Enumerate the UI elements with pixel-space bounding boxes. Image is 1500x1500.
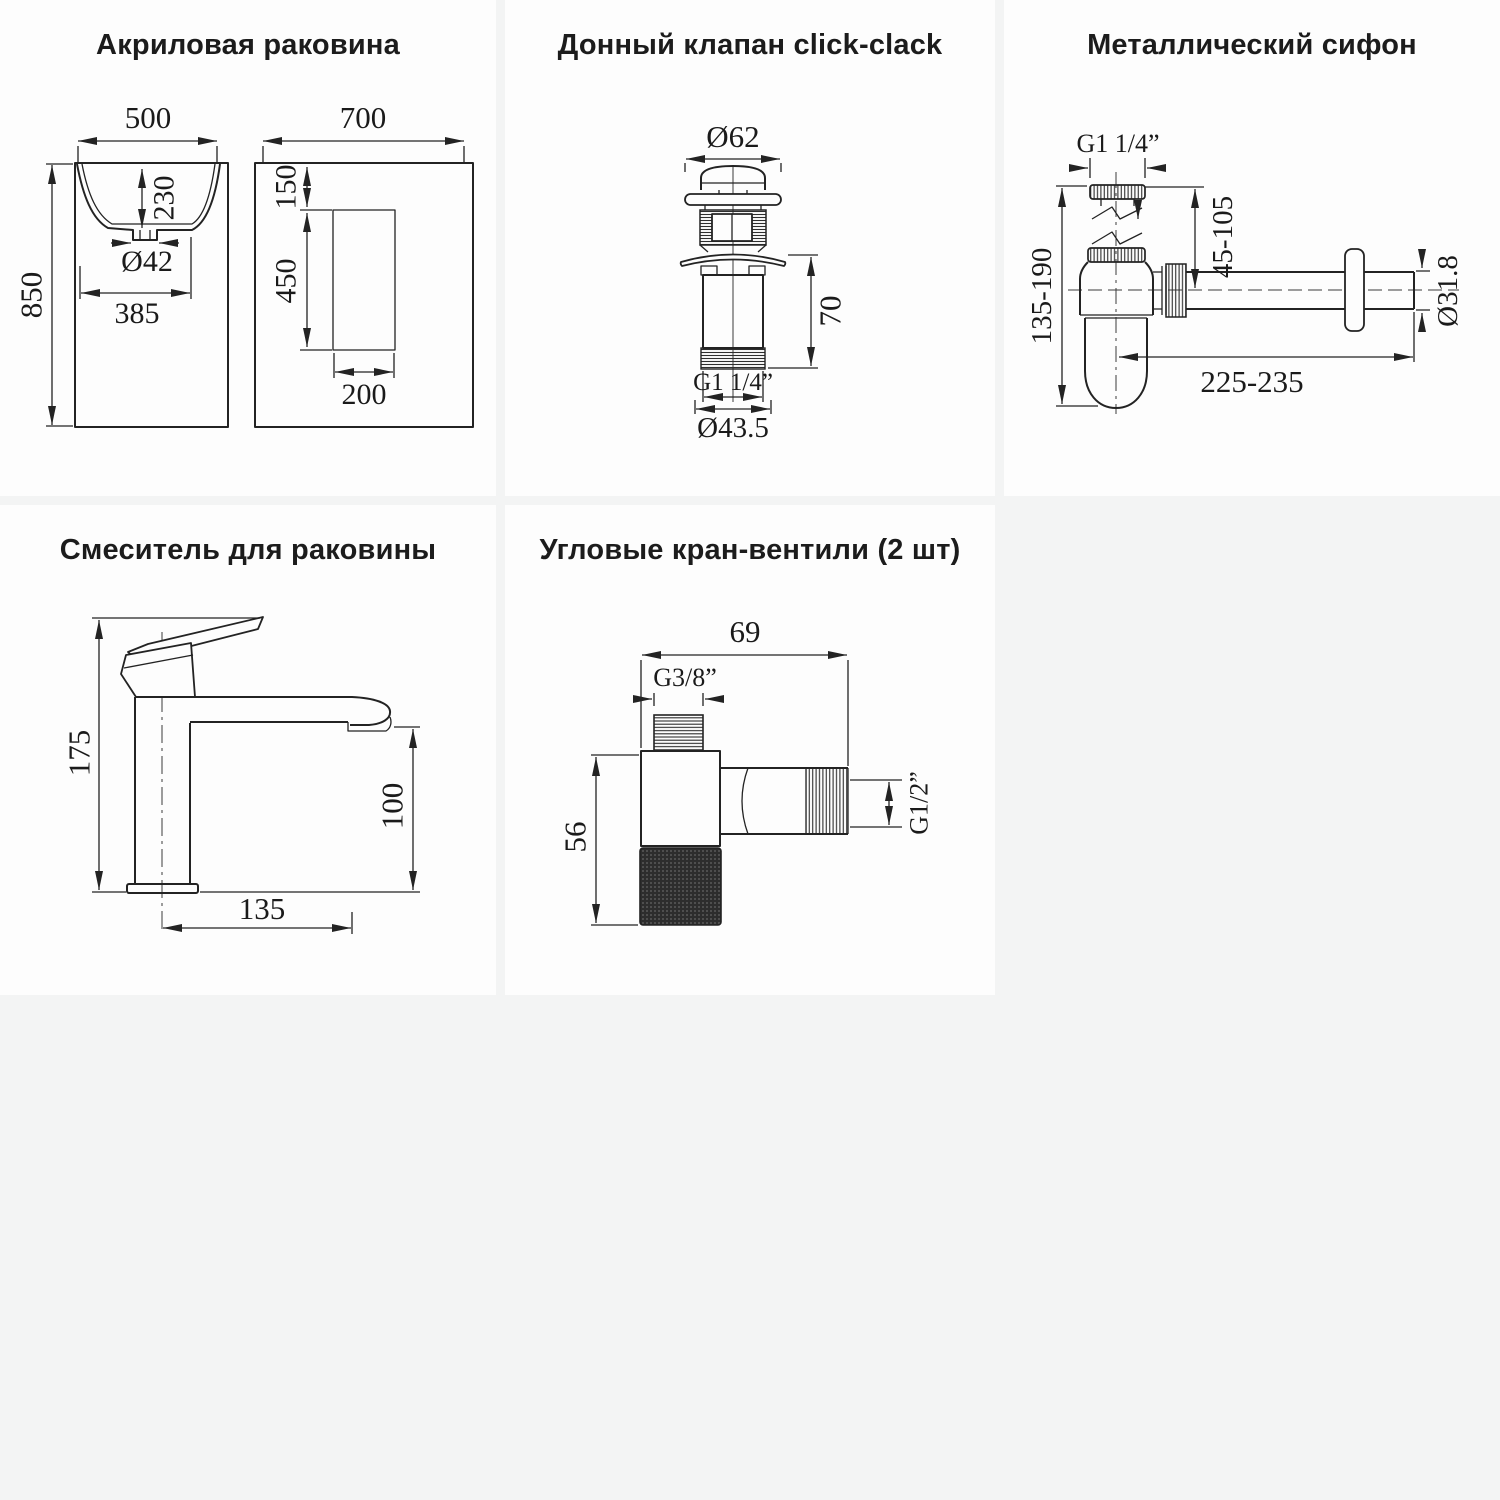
panel-valve-title: Донный клапан click-clack <box>557 29 943 61</box>
panel-angle-valve <box>505 505 995 995</box>
sink-recess <box>333 210 395 350</box>
dim-sink-drain: Ø42 <box>121 245 173 278</box>
dim-angle-outlet-thread: G1/2” <box>904 771 934 835</box>
dim-sink-front-width: 500 <box>124 100 172 135</box>
dim-valve-thread-diameter: Ø43.5 <box>697 412 769 444</box>
dim-sink-bottom-width: 385 <box>114 297 160 330</box>
panel-mixer <box>0 505 496 995</box>
dim-sink-recess-width: 200 <box>341 378 387 411</box>
panel-angle-valve-title: Угловые кран-вентили (2 шт) <box>539 534 961 566</box>
dim-siphon-inlet-thread: G1 1/4” <box>1076 129 1160 158</box>
dim-valve-cap: Ø62 <box>706 119 760 154</box>
valve-drawing <box>505 0 995 496</box>
panel-siphon-title: Металлический сифон <box>1087 29 1417 61</box>
panel-sink <box>0 0 496 496</box>
dim-siphon-height: 135-190 <box>1026 247 1058 345</box>
dim-siphon-length: 225-235 <box>1200 364 1304 399</box>
panel-mixer-title: Смеситель для раковины <box>59 534 437 566</box>
dim-angle-inlet-thread: G3/8” <box>653 663 717 692</box>
dim-sink-basin-depth: 230 <box>147 175 181 221</box>
panel-valve <box>505 0 995 496</box>
mixer-drawing <box>0 505 496 995</box>
sink-drawing <box>0 0 496 496</box>
dim-sink-recess-height: 450 <box>269 258 303 304</box>
dim-sink-side-depth: 700 <box>339 100 387 135</box>
panel-sink-title: Акриловая раковина <box>96 29 400 61</box>
dim-valve-thread: G1 1/4” <box>693 369 773 396</box>
dim-siphon-inlet-height: 45-105 <box>1207 195 1239 279</box>
dim-sink-height: 850 <box>13 271 49 319</box>
dim-mixer-reach: 135 <box>238 891 286 926</box>
dim-mixer-height: 175 <box>61 729 97 777</box>
panel-siphon <box>1004 0 1500 496</box>
dim-angle-height: 56 <box>557 821 593 853</box>
dim-mixer-spout-height: 100 <box>374 782 410 830</box>
dim-siphon-pipe-diameter: Ø31.8 <box>1432 255 1464 327</box>
angle-valve-drawing <box>505 505 995 995</box>
siphon-drawing <box>1004 0 1500 496</box>
dim-sink-recess-offset: 150 <box>269 164 303 210</box>
dim-angle-length: 69 <box>729 614 761 649</box>
dim-valve-height: 70 <box>812 295 848 327</box>
